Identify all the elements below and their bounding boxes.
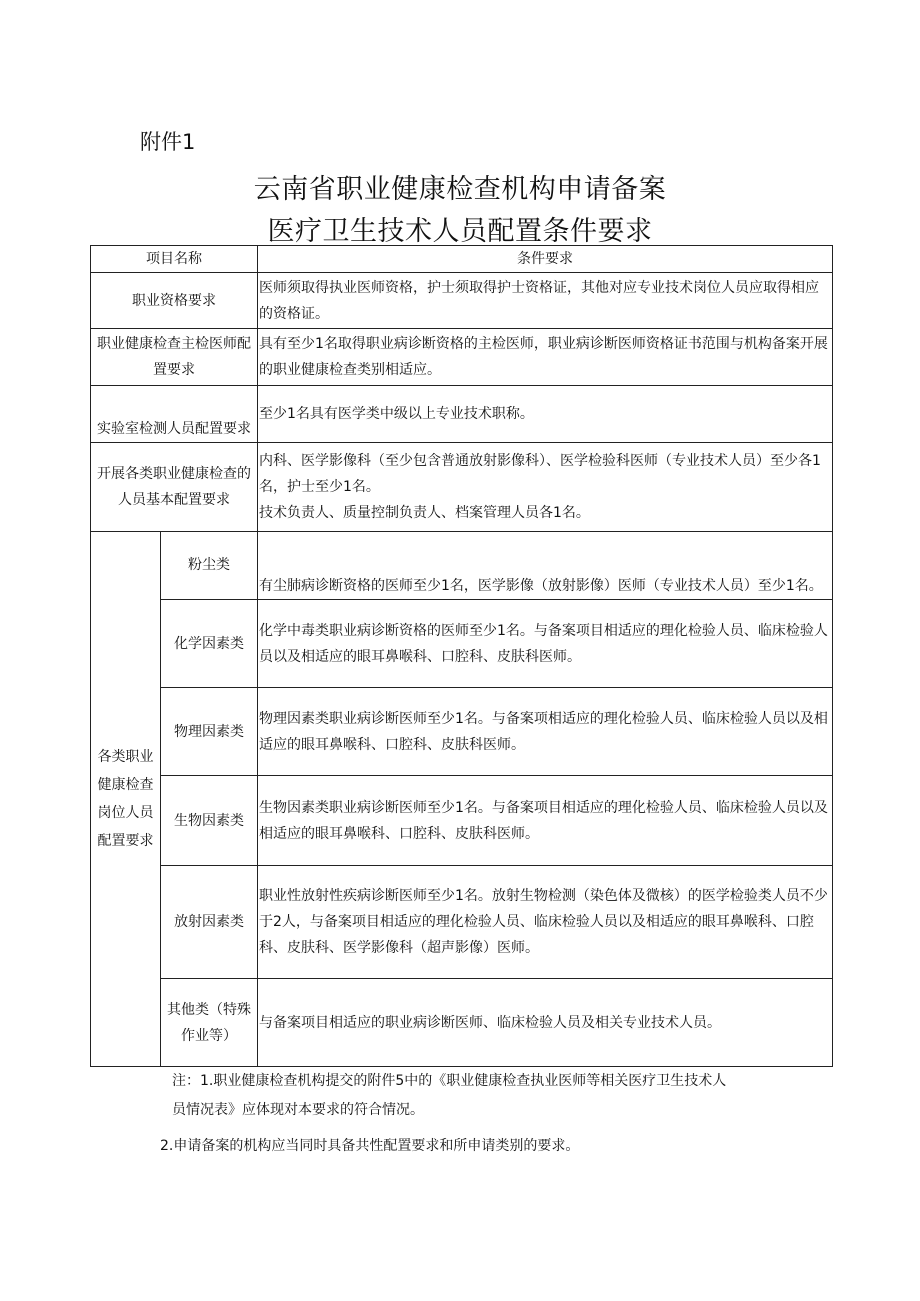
category-cell: 生物因素类	[161, 776, 258, 866]
row-condition: 生物因素类职业病诊断医师至少1名。与备案项目相适应的理化检验人员、临床检验人员以及相适应的眼耳鼻喉科、口腔科、皮肤科医师。	[258, 776, 833, 866]
category-cell: 放射因素类	[161, 866, 258, 979]
row-item: 职业资格要求	[91, 273, 258, 329]
document-title-line2: 医疗卫生技术人员配置条件要求	[267, 216, 653, 247]
table-row	[91, 386, 833, 443]
table-row	[91, 979, 833, 1067]
row-condition: 化学中毒类职业病诊断资格的医师至少1名。与备案项目相适应的理化检验人员、临床检验人员以及相适应的眼耳鼻喉科、口腔科、皮肤科医师。	[258, 600, 833, 688]
table-row	[91, 443, 833, 532]
row-condition	[258, 443, 833, 532]
row-condition: 至少1名具有医学类中级以上专业技术职称。	[258, 386, 833, 443]
row-condition: 具有至少1名取得职业病诊断资格的主检医师，职业病诊断医师资格证书范围与机构备案开展的职业健康检查类别相适应。	[258, 329, 833, 386]
row-item: 开展各类职业健康检查的人员基本配置要求	[91, 443, 258, 532]
table-row	[91, 273, 833, 329]
table-row	[91, 329, 833, 386]
requirements-table	[90, 245, 833, 1067]
category-cell: 其他类（特殊作业等）	[161, 979, 258, 1067]
category-cell: 物理因素类	[161, 688, 258, 776]
attachment-label: 附件1	[140, 130, 196, 154]
condition-line: 技术负责人、质量控制负责人、档案管理人员各1名。	[259, 505, 590, 521]
group-label: 各类职业健康检查岗位人员配置要求	[91, 532, 161, 1067]
row-condition: 与备案项目相适应的职业病诊断医师、临床检验人员及相关专业技术人员。	[258, 979, 833, 1067]
table-row	[91, 688, 833, 776]
table-row	[91, 600, 833, 688]
note-1-line-2: 员情况表》应体现对本要求的符合情况。	[172, 1102, 424, 1118]
row-condition: 医师须取得执业医师资格，护士须取得护士资格证，其他对应专业技术岗位人员应取得相应的资格证。	[258, 273, 833, 329]
row-item: 实验室检测人员配置要求	[91, 386, 258, 443]
row-condition: 有尘肺病诊断资格的医师至少1名，医学影像（放射影像）医师（专业技术人员）至少1名。	[258, 532, 833, 600]
note-1-line-1: 注：1.职业健康检查机构提交的附件5中的《职业健康检查执业医师等相关医疗卫生技术人	[172, 1073, 727, 1089]
note-2: 2.申请备案的机构应当同时具备共性配置要求和所申请类别的要求。	[160, 1138, 580, 1154]
table-row	[91, 776, 833, 866]
header-condition: 条件要求	[258, 246, 833, 273]
header-item-name: 项目名称	[91, 246, 258, 273]
table-row	[91, 532, 833, 600]
table-header-row	[91, 246, 833, 273]
category-cell: 粉尘类	[161, 532, 258, 600]
row-item: 职业健康检查主检医师配置要求	[91, 329, 258, 386]
condition-line: 内科、医学影像科（至少包含普通放射影像科）、医学检验科医师（专业技术人员）至少各1名，护士至少1名。	[259, 453, 821, 495]
row-condition: 物理因素类职业病诊断医师至少1名。与备案项相适应的理化检验人员、临床检验人员以及相适应的眼耳鼻喉科、口腔科、皮肤科医师。	[258, 688, 833, 776]
row-condition: 职业性放射性疾病诊断医师至少1名。放射生物检测（染色体及微核）的医学检验类人员不少于2人，与备案项目相适应的理化检验人员、临床检验人员以及相适应的眼耳鼻喉科、口腔科、皮肤科、医学影像科（超声影像）医师。	[258, 866, 833, 979]
category-cell: 化学因素类	[161, 600, 258, 688]
document-title-line1: 云南省职业健康检查机构申请备案	[253, 174, 667, 205]
table-row	[91, 866, 833, 979]
